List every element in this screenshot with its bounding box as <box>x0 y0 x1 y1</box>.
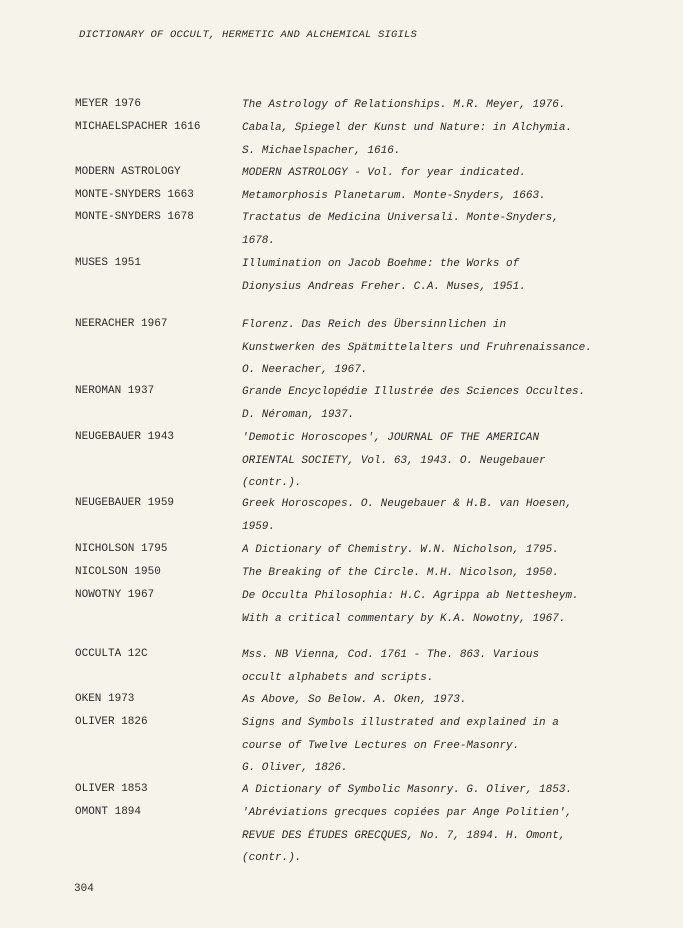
entry-citation <box>242 543 662 566</box>
page-number: 304 <box>74 883 94 895</box>
citation-line: 1959. <box>242 520 276 533</box>
citation-line: O. Neeracher, 1967. <box>242 364 368 377</box>
entry-key: OCCULTA 12C <box>75 648 148 660</box>
entry-key: OLIVER 1826 <box>75 716 148 728</box>
entry-key: NICHOLSON 1795 <box>75 543 168 555</box>
citation-line: De Occulta Philosophia: H.C. Agrippa ab Nettesheym. <box>242 590 579 602</box>
entry-citation <box>242 806 662 874</box>
entry-key: OKEN 1973 <box>75 693 135 705</box>
citation-line: occult alphabets and scripts. <box>242 671 434 684</box>
entry-citation <box>242 783 662 806</box>
entry-key: NEERACHER 1967 <box>75 318 168 330</box>
citation-line: D. Néroman, 1937. <box>242 408 355 421</box>
entry-key: OLIVER 1853 <box>75 783 148 795</box>
citation-line: 1678. <box>242 234 276 247</box>
entry-key: MONTE-SNYDERS 1663 <box>75 189 194 201</box>
entry-citation <box>242 98 662 121</box>
entry-key: MEYER 1976 <box>75 98 142 110</box>
citation-line: Tractatus de Medicina Universali. Monte-Snyders, <box>242 212 559 224</box>
citation-line: Signs and Symbols illustrated and explained in a <box>242 717 559 729</box>
citation-line: 'Demotic Horoscopes', JOURNAL OF THE AMERICAN <box>242 432 540 444</box>
citation-line: As Above, So Below. A. Oken, 1973. <box>242 694 467 706</box>
entry-citation <box>242 431 662 499</box>
citation-line: Florenz. Das Reich des Übersinnlichen in <box>242 319 507 331</box>
entry-key: MONTE-SNYDERS 1678 <box>75 211 194 223</box>
citation-line: Dionysius Andreas Freher. C.A. Muses, 1951. <box>242 280 526 293</box>
citation-line: The Astrology of Relationships. M.R. Meyer, 1976. <box>242 99 566 111</box>
citation-line: The Breaking of the Circle. M.H. Nicolson, 1950. <box>242 567 559 579</box>
entry-citation <box>242 497 662 542</box>
citation-line: G. Oliver, 1826. <box>242 762 348 775</box>
citation-line: (contr.). <box>242 477 302 490</box>
entry-key: NOWOTNY 1967 <box>75 589 155 601</box>
entry-key: NICOLSON 1950 <box>75 566 161 578</box>
citation-line: Cabala, Spiegel der Kunst und Nature: in Alchymia. <box>242 122 573 134</box>
entry-citation <box>242 189 662 212</box>
entry-key: MODERN ASTROLOGY <box>75 166 181 178</box>
citation-line: A Dictionary of Symbolic Masonry. G. Oliver, 1853. <box>242 784 573 796</box>
entry-key: NEROMAN 1937 <box>75 385 155 397</box>
entry-citation <box>242 166 662 189</box>
citation-line: A Dictionary of Chemistry. W.N. Nicholson, 1795. <box>242 544 559 556</box>
entry-key: NEUGEBAUER 1943 <box>75 431 175 443</box>
entry-citation <box>242 566 662 589</box>
citation-line: Greek Horoscopes. O. Neugebauer & H.B. van Hoesen, <box>242 498 573 510</box>
citation-line: Grande Encyclopédie Illustrée des Sciences Occultes. <box>242 386 586 398</box>
entry-citation <box>242 589 662 634</box>
entry-citation <box>242 121 662 166</box>
entry-citation <box>242 385 662 430</box>
citation-line: 'Abréviations grecques copiées par Ange Politien', <box>242 807 573 819</box>
entry-citation <box>242 716 662 784</box>
citation-line: course of Twelve Lectures on Free-Masonry. <box>242 739 520 752</box>
entry-citation <box>242 211 662 256</box>
citation-line: S. Michaelspacher, 1616. <box>242 144 401 157</box>
entry-citation <box>242 648 662 693</box>
citation-line: ORIENTAL SOCIETY, Vol. 63, 1943. O. Neugebauer <box>242 454 546 467</box>
citation-line: Metamorphosis Planetarum. Monte-Snyders, 1663. <box>242 190 546 202</box>
entry-key: NEUGEBAUER 1959 <box>75 497 175 509</box>
entry-citation <box>242 318 662 386</box>
entry-key: MICHAELSPACHER 1616 <box>75 121 201 133</box>
citation-line: Mss. NB Vienna, Cod. 1761 - The. 863. Various <box>242 649 540 661</box>
citation-line: MODERN ASTROLOGY - Vol. for year indicated. <box>242 167 526 179</box>
citation-line: Illumination on Jacob Boehme: the Works of <box>242 258 520 270</box>
citation-line: With a critical commentary by K.A. Nowotny, 1967. <box>242 612 566 625</box>
citation-line: Kunstwerken des Spätmittelalters und Fruhrenaissance. <box>242 341 592 354</box>
entry-key: MUSES 1951 <box>75 257 142 269</box>
entry-citation <box>242 257 662 302</box>
citation-line: REVUE DES ÉTUDES GRECQUES, No. 7, 1894. H. Omont, <box>242 829 566 842</box>
running-head: DICTIONARY OF OCCULT, HERMETIC AND ALCHEMICAL SIGILS <box>79 29 418 41</box>
entry-citation <box>242 693 662 716</box>
entry-key: OMONT 1894 <box>75 806 142 818</box>
citation-line: (contr.). <box>242 852 302 865</box>
